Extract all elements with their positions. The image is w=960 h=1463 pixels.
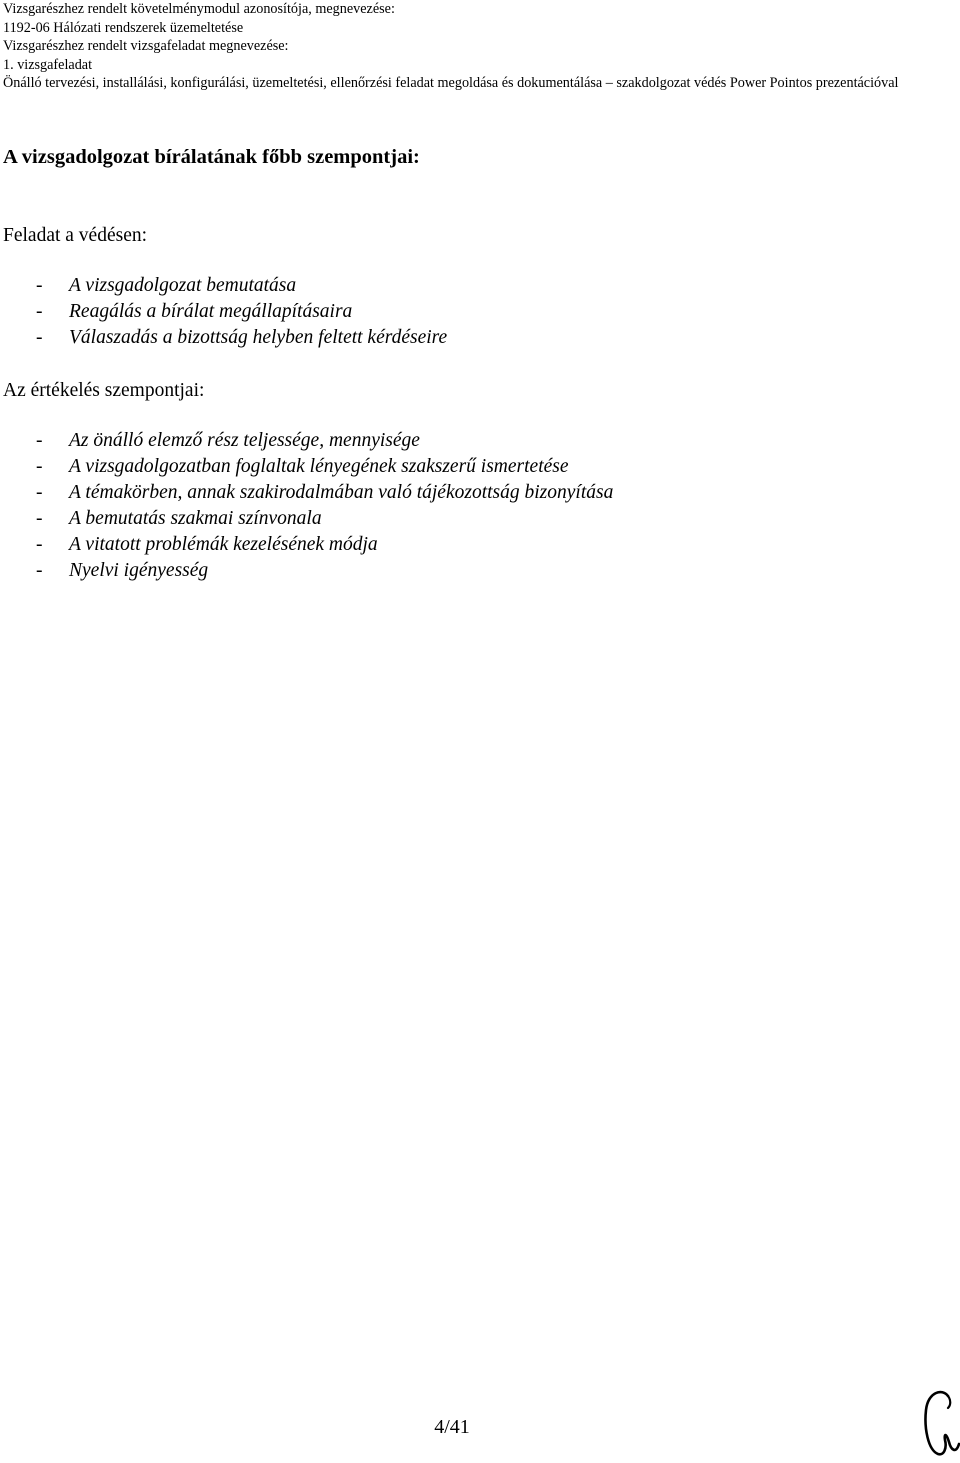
- page-number: 4/41: [434, 1416, 470, 1438]
- list-item-text: Reagálás a bírálat megállapításaira: [69, 301, 353, 322]
- list-item-text: A témakörben, annak szakirodalmában való tájékozottság bizonyítása: [69, 482, 614, 503]
- list-dash: -: [36, 482, 43, 503]
- list-dash: -: [36, 430, 43, 451]
- header-line-module-name: 1192-06 Hálózati rendszerek üzemeltetése: [3, 19, 244, 36]
- page-title: A vizsgadolgozat bírálatának főbb szempontjai:: [3, 146, 420, 168]
- handwritten-signature-icon: [918, 1386, 960, 1458]
- list-dash: -: [36, 534, 43, 555]
- header-line-module-label: Vizsgarészhez rendelt követelménymodul azonosítója, megnevezése:: [3, 1, 395, 17]
- list-item-text: Válaszadás a bizottság helyben feltett kérdéseire: [69, 327, 448, 348]
- list-item-text: Az önálló elemző rész teljessége, mennyisége: [69, 430, 420, 451]
- list-dash: -: [36, 456, 43, 477]
- list-item-text: A vizsgadolgozatban foglaltak lényegének szakszerű ismertetése: [69, 456, 569, 477]
- list-item-text: A vitatott problémák kezelésének módja: [69, 534, 378, 555]
- header-line-task-description: Önálló tervezési, installálási, konfigurálási, üzemeltetési, ellenőrzési feladat megoldása és dokumentálása – szakdolgozat védés Power Pointos prezentációval: [3, 75, 899, 92]
- evaluation-section-label: Az értékelés szempontjai:: [3, 380, 205, 401]
- list-item-text: A bemutatás szakmai színvonala: [69, 508, 322, 529]
- defense-section-label: Feladat a védésen:: [3, 225, 148, 246]
- list-item-text: Nyelvi igényesség: [69, 560, 209, 581]
- list-dash: -: [36, 508, 43, 529]
- list-dash: -: [36, 301, 43, 322]
- list-dash: -: [36, 560, 43, 581]
- header-line-task-label: Vizsgarészhez rendelt vizsgafeladat megnevezése:: [3, 38, 289, 55]
- list-dash: -: [36, 327, 43, 348]
- list-item-text: A vizsgadolgozat bemutatása: [69, 275, 297, 296]
- header-line-task-number: 1. vizsgafeladat: [3, 56, 93, 73]
- document-header: [3, 0, 953, 93]
- list-dash: -: [36, 275, 43, 296]
